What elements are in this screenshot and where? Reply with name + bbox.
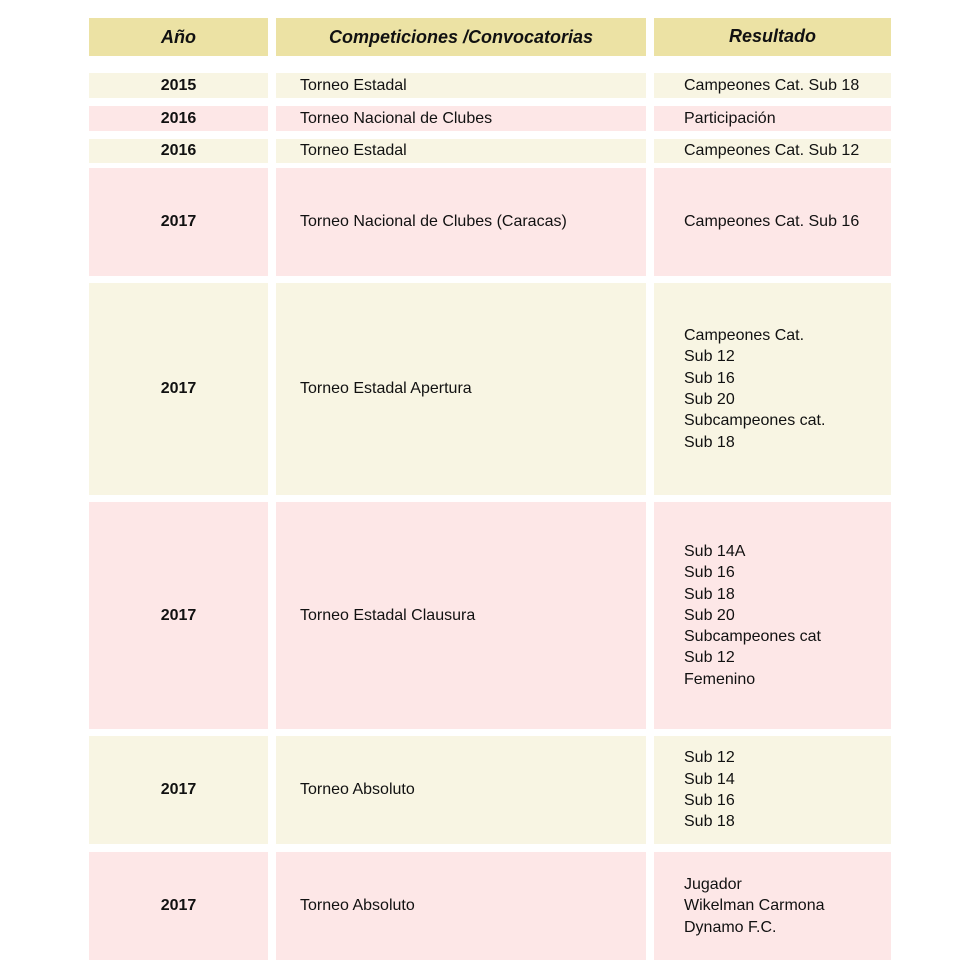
row-year: 2017 (89, 736, 268, 844)
row-year: 2015 (89, 73, 268, 98)
row-result (654, 73, 891, 98)
result-line: Participación (684, 109, 776, 127)
header-result: Resultado (654, 18, 891, 56)
result-line: Sub 16 (684, 564, 735, 582)
row-year: 2017 (89, 168, 268, 276)
row-result (654, 139, 891, 163)
row-result (654, 283, 891, 495)
row-result (654, 502, 891, 729)
table-row (0, 283, 980, 495)
row-competition: Torneo Nacional de Clubes (Caracas) (276, 168, 646, 276)
row-result (654, 168, 891, 276)
row-result (654, 106, 891, 131)
table-row (0, 502, 980, 729)
row-competition: Torneo Absoluto (276, 736, 646, 844)
row-competition: Torneo Absoluto (276, 852, 646, 960)
result-line: Dynamo F.C. (684, 918, 777, 936)
result-line: Sub 18 (684, 585, 735, 603)
row-competition: Torneo Estadal (276, 73, 646, 98)
row-year: 2017 (89, 283, 268, 495)
row-year: 2017 (89, 502, 268, 729)
table-row (0, 852, 980, 960)
result-line: Sub 14A (684, 542, 746, 560)
result-line: Sub 12 (684, 749, 735, 767)
table-row (0, 73, 980, 98)
table-row (0, 106, 980, 131)
header-competition: Competiciones /Convocatorias (276, 18, 646, 56)
result-line: Campeones Cat. Sub 12 (684, 142, 860, 160)
row-year: 2016 (89, 139, 268, 163)
result-line: Sub 14 (684, 770, 735, 788)
result-line: Sub 12 (684, 348, 735, 366)
result-line: Sub 20 (684, 391, 735, 408)
row-result (654, 852, 891, 960)
result-line: Sub 12 (684, 649, 735, 667)
table-row (0, 139, 980, 163)
row-competition: Torneo Nacional de Clubes (276, 106, 646, 131)
result-line: Campeones Cat. (684, 327, 805, 345)
row-result (654, 736, 891, 844)
result-line: Subcampeones cat (684, 628, 821, 646)
row-year: 2016 (89, 106, 268, 131)
row-competition: Torneo Estadal (276, 139, 646, 163)
result-line: Sub 20 (684, 606, 735, 624)
result-line: Femenino (684, 670, 756, 688)
result-line: Campeones Cat. Sub 18 (684, 76, 860, 94)
result-line: Jugador (684, 876, 742, 894)
row-year: 2017 (89, 852, 268, 960)
table-header (0, 18, 980, 56)
result-line: Sub 16 (684, 369, 735, 387)
result-line: Wikelman Carmona (684, 897, 825, 915)
result-line: Sub 18 (684, 813, 735, 831)
result-line: Sub 18 (684, 433, 735, 451)
result-line: Subcampeones cat. (684, 412, 826, 430)
table-row (0, 736, 980, 844)
header-year: Año (89, 18, 268, 56)
row-competition: Torneo Estadal Apertura (276, 283, 646, 495)
table-row (0, 168, 980, 276)
row-competition: Torneo Estadal Clausura (276, 502, 646, 729)
result-line: Campeones Cat. Sub 16 (684, 213, 860, 231)
result-line: Sub 16 (684, 792, 735, 809)
